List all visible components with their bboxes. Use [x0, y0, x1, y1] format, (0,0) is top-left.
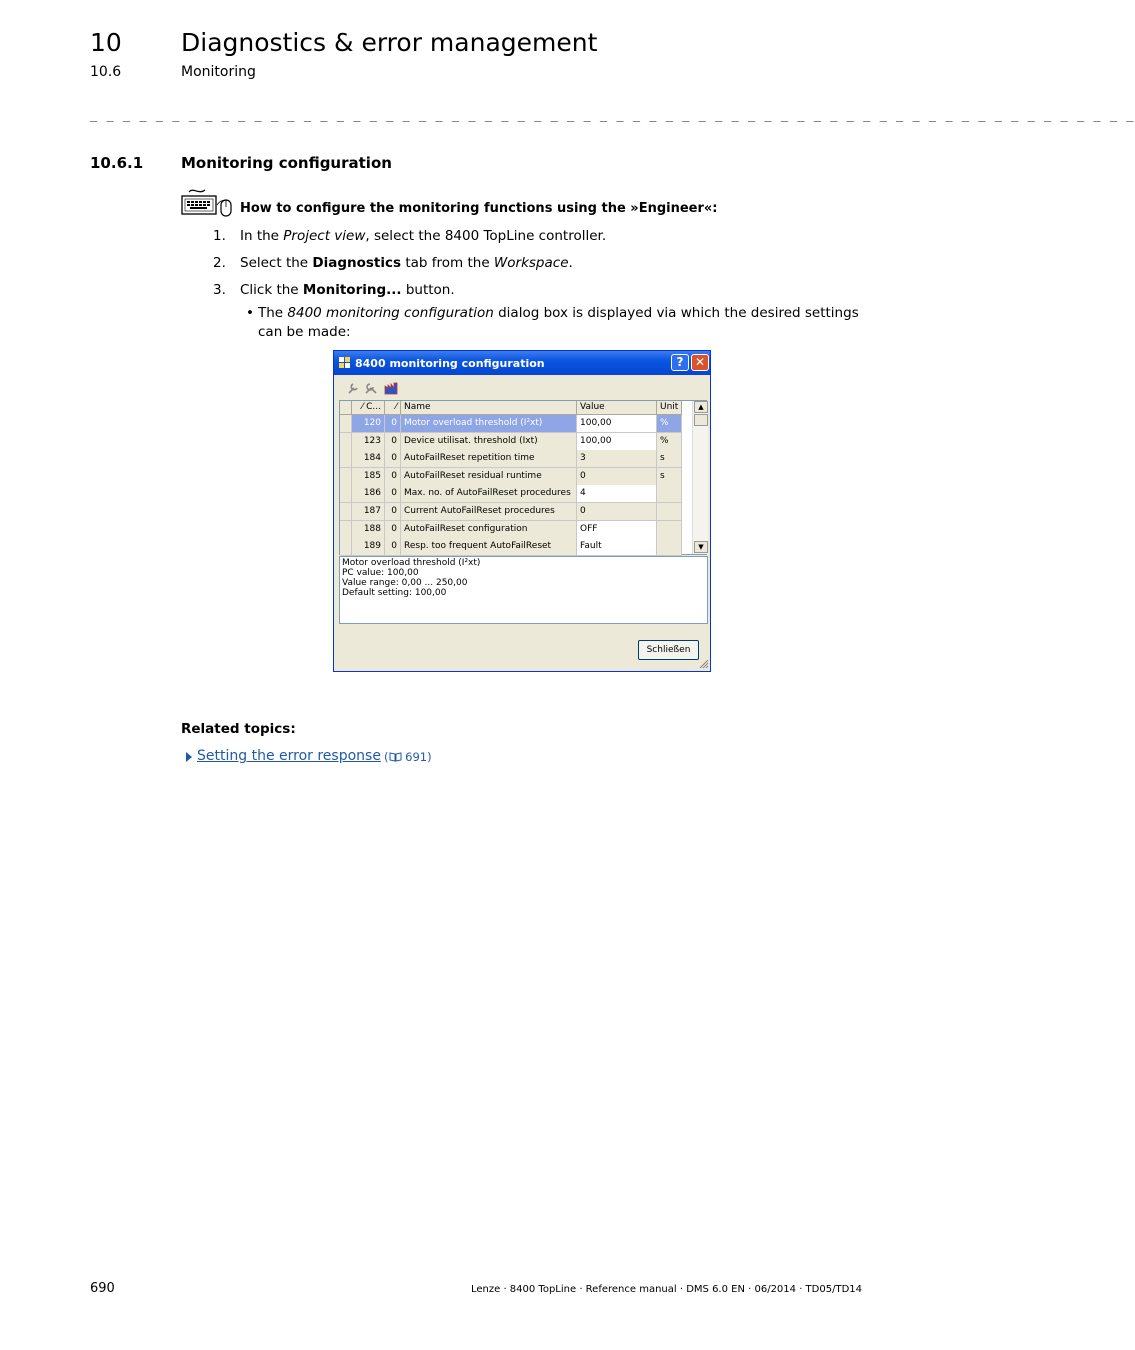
subcode-cell: 0 [385, 538, 401, 556]
code-cell: 186 [352, 485, 385, 503]
related-link[interactable]: Setting the error response [197, 748, 381, 764]
subcode-cell: 0 [385, 433, 401, 451]
column-header-unit[interactable]: Unit [657, 401, 682, 415]
bullet-text: The 8400 monitoring configuration dialog box is displayed via which the desired settings can be made: [258, 305, 859, 340]
unit-cell [657, 521, 682, 539]
info-line: Value range: 0,00 ... 250,00 [342, 578, 468, 588]
table-scrollbar[interactable] [692, 401, 708, 554]
name-cell: AutoFailReset residual runtime [401, 468, 577, 486]
header-divider: _ _ _ _ _ _ _ _ _ _ _ _ _ _ _ _ _ _ _ _ _ _ _ _ _ _ _ _ _ _ _ _ _ _ _ _ _ _ _ _ _ _ _ _ _ _ _ _ _ _ _ _ _ _ _ _ _ _ _ _ _ _ _ _ [90, 108, 1135, 122]
code-cell: 188 [352, 521, 385, 539]
triangle-right-icon [186, 752, 192, 762]
name-cell: AutoFailReset repetition time [401, 450, 577, 468]
subcode-cell: 0 [385, 485, 401, 503]
page-reference[interactable]: ( 691) [384, 750, 432, 764]
parameter-info-box [339, 556, 708, 624]
row-marker [340, 450, 352, 468]
close-window-button[interactable]: ✕ [691, 354, 709, 371]
name-cell: Device utilisat. threshold (Ixt) [401, 433, 577, 451]
book-icon [389, 752, 402, 762]
howto-heading: How to configure the monitoring functions using the »Engineer«: [240, 201, 718, 216]
unit-cell [657, 538, 682, 556]
step-text: Click the Monitoring... button. [240, 282, 455, 298]
row-marker [340, 503, 352, 521]
wrench-icon[interactable] [346, 381, 360, 395]
parameter-table [339, 400, 707, 555]
name-cell: Max. no. of AutoFailReset procedures [401, 485, 577, 503]
value-cell[interactable]: OFF [577, 521, 657, 539]
code-cell: 120 [352, 415, 385, 433]
name-cell: Motor overload threshold (I²xt) [401, 415, 577, 433]
info-line: PC value: 100,00 [342, 568, 419, 578]
subsection-title: Monitoring configuration [181, 154, 392, 172]
subcode-cell: 0 [385, 415, 401, 433]
row-marker [340, 485, 352, 503]
table-row[interactable] [340, 415, 692, 433]
column-header-value[interactable]: Value [577, 401, 657, 415]
close-button[interactable]: Schließen [638, 640, 699, 660]
unit-cell [657, 485, 682, 503]
value-cell[interactable]: 100,00 [577, 415, 657, 433]
table-row[interactable] [340, 433, 692, 451]
subcode-cell: 0 [385, 450, 401, 468]
dialog-toolbar [342, 379, 422, 397]
unit-cell [657, 503, 682, 521]
step-number: 1. [213, 228, 226, 244]
row-marker [340, 468, 352, 486]
resize-grip-icon[interactable] [699, 659, 709, 669]
code-cell: 187 [352, 503, 385, 521]
page-number: 690 [90, 1281, 115, 1296]
table-row[interactable] [340, 450, 692, 468]
value-cell[interactable]: 4 [577, 485, 657, 503]
footer-text: Lenze · 8400 TopLine · Reference manual · DMS 6.0 EN · 06/2014 · TD05/TD14 [470, 1284, 862, 1295]
tools-icon[interactable] [364, 381, 378, 395]
subcode-cell: 0 [385, 521, 401, 539]
chapter-title: Diagnostics & error management [181, 28, 598, 57]
dialog-title: 8400 monitoring configuration [355, 357, 545, 370]
monitoring-dialog [333, 350, 711, 672]
value-cell[interactable]: 100,00 [577, 433, 657, 451]
unit-cell: s [657, 468, 682, 486]
code-cell: 184 [352, 450, 385, 468]
scroll-down-arrow[interactable]: ▼ [694, 541, 708, 553]
unit-cell: % [657, 415, 682, 433]
section-title: Monitoring [181, 64, 256, 80]
section-number: 10.6 [90, 64, 122, 80]
table-row[interactable] [340, 503, 692, 521]
step-text: Select the Diagnostics tab from the Workspace. [240, 255, 573, 271]
related-topics-heading: Related topics: [181, 721, 296, 737]
column-header[interactable] [340, 401, 352, 415]
dialog-titlebar[interactable] [334, 351, 710, 375]
factory-icon[interactable] [384, 381, 398, 395]
code-cell: 123 [352, 433, 385, 451]
code-cell: 185 [352, 468, 385, 486]
chapter-number: 10 [90, 28, 122, 57]
column-header-code[interactable]: ⁄ C... [352, 401, 385, 415]
step-number: 3. [213, 282, 226, 298]
keyboard-mouse-icon [181, 186, 233, 218]
unit-cell: s [657, 450, 682, 468]
table-row[interactable] [340, 521, 692, 539]
value-cell: 0 [577, 468, 657, 486]
help-button[interactable]: ? [671, 354, 689, 371]
scroll-up-arrow[interactable]: ▲ [694, 401, 708, 413]
scroll-thumb[interactable] [694, 414, 708, 426]
info-line: Default setting: 100,00 [342, 588, 447, 598]
subsection-number: 10.6.1 [90, 154, 144, 172]
info-line: Motor overload threshold (I²xt) [342, 558, 481, 568]
row-marker [340, 538, 352, 556]
column-header-name[interactable]: Name [401, 401, 577, 415]
table-row[interactable] [340, 485, 692, 503]
value-cell: 0 [577, 503, 657, 521]
unit-cell: % [657, 433, 682, 451]
name-cell: Current AutoFailReset procedures [401, 503, 577, 521]
row-marker [340, 433, 352, 451]
table-row[interactable] [340, 468, 692, 486]
code-cell: 189 [352, 538, 385, 556]
value-cell[interactable]: Fault [577, 538, 657, 556]
app-icon [339, 357, 350, 368]
bullet-symbol: • [246, 305, 254, 321]
step-number: 2. [213, 255, 226, 271]
name-cell: AutoFailReset configuration [401, 521, 577, 539]
table-row[interactable] [340, 538, 692, 556]
subcode-cell: 0 [385, 468, 401, 486]
subcode-cell: 0 [385, 503, 401, 521]
step-text: In the Project view, select the 8400 TopLine controller. [240, 228, 607, 244]
column-header-subcode[interactable]: ⁄ [385, 401, 401, 415]
row-marker [340, 415, 352, 433]
value-cell: 3 [577, 450, 657, 468]
row-marker [340, 521, 352, 539]
name-cell: Resp. too frequent AutoFailReset [401, 538, 577, 556]
